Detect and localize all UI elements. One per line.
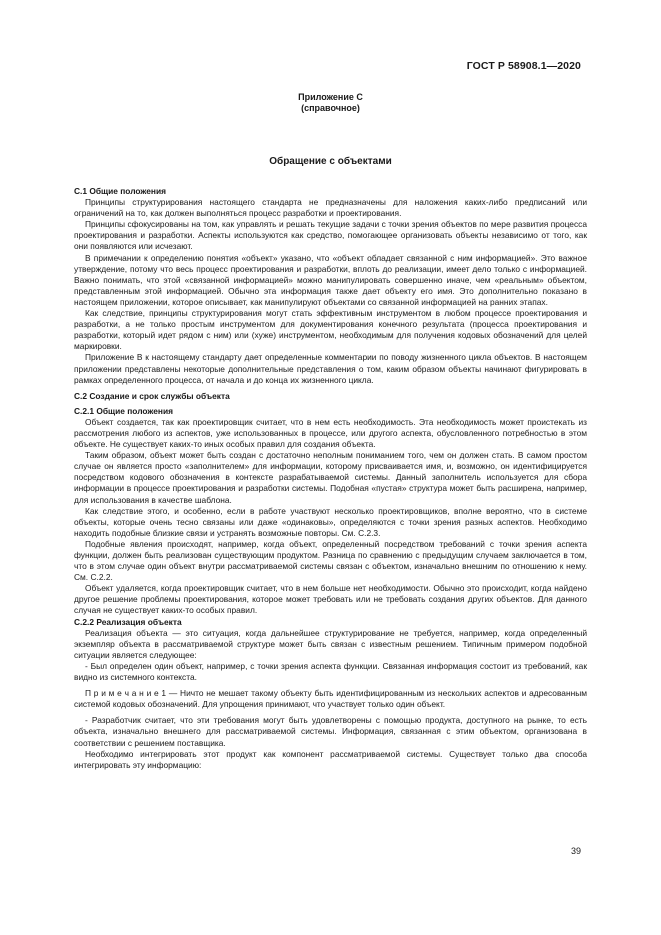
paragraph: Таким образом, объект может быть создан с достаточно неполным пониманием того, чем он должен стать. В самом простом случае он является просто «заполнителем» для информации, которому присваивается имя, и, возможно, он идентифицируется посредством кодового обозначения в контексте разрабатываемой системы. Данный заполнитель используется для сбора информации в процессе проектирования и разработки системы. Подобная «пустая» структура может быть расширена, например, для использования в качестве шаблона. <box>74 450 587 505</box>
paragraph: Реализация объекта — это ситуация, когда дальнейшее структурирование не требуется, например, когда определенный экземпляр объекта в рассматриваемой структуре может быть связан с известным решением. Типичным примером подобной ситуации является следующее: <box>74 627 587 660</box>
appendix-subtitle: (справочное) <box>301 103 360 113</box>
heading-c22: С.2.2 Реализация объекта <box>74 616 182 627</box>
heading-c21: С.2.1 Общие положения <box>74 405 173 416</box>
section-title: Обращение с объектами <box>269 156 392 167</box>
heading-c2: С.2 Создание и срок службы объекта <box>74 390 230 401</box>
page-number: 39 <box>570 846 581 856</box>
note-label: П р и м е ч а н и е 1 <box>85 688 167 699</box>
paragraph: Как следствие этого, и особенно, если в работе участвуют несколько проектировщиков, вполне вероятно, что в системе объекты, которые очень тесно связаны или даже «одинаковы», определяются с точки зрения разных аспектов. Необходимо находить подобные близкие связи и устранять возможные повторы. См. С.2.3. <box>74 505 587 538</box>
paragraph: Приложение В к настоящему стандарту дает определенные комментарии по поводу жизненного цикла объектов. В настоящем приложении представлены некоторые дополнительные представления о том, каким образом объекты начинают фигурировать в рамках определенного процесса, от начала и до конца их жизненного цикла. <box>74 352 587 385</box>
paragraph: Как следствие, принципы структурирования могут стать эффективным инструментом в любом процессе проектирования и разработки, а не только простым инструментом для документирования конечного результата (процесса проектирования и разработки, который идет рядом с ним) или (хуже) инструментом, необходимым для получения кодовых обозначений для целей маркировки. <box>74 308 587 352</box>
appendix-title: Приложение С <box>298 92 363 102</box>
paragraph: Объект создается, так как проектировщик считает, что в нем есть необходимость. Эта необходимость может проистекать из рассмотрения любого из аспектов, уже использованных в процессе, или другого аспекта, обусловленного потребностью в этом объекте. Не существует каких-то иных особых правил для создания объекта. <box>74 416 587 450</box>
paragraph: Подобные явления происходят, например, когда объект, определенный посредством требований с точки зрения аспекта функции, должен быть реализован существующим продуктом. Разница по сравнению с предыдущим случаем заключается в том, что в этом случае один объект внутри рассматриваемой системы связан с объектом, изначально внешним по отношению к нему. См. С.2.2. <box>74 538 587 583</box>
note-text: — Ничто не мешает такому объекту быть идентифицированным из нескольких аспектов и адресованным системой кодовых обозначений. Для упрощения принимают, что участвует только один объект. <box>74 688 587 710</box>
paragraph: Принципы структурирования настоящего стандарта не предназначены для наложения каких-либо предписаний или ограничений на то, как должен выполняться процесс разработки и проектирования. <box>74 197 587 219</box>
list-item: - Был определен один объект, например, с точки зрения аспекта функции. Связанная информация состоит из требований, как видно из системного контекста. <box>74 660 587 683</box>
document-body <box>74 186 587 771</box>
heading-c1: С.1 Общие положения <box>74 186 167 196</box>
paragraph: Принципы сфокусированы на том, как управлять и решать текущие задачи с точки зрения объектов по мере развития процесса проектирования и разработки. Аспекты используются как средство, помогающее организовать объекты независимо от того, как они появляются или исчезают. <box>74 219 587 252</box>
paragraph: В примечании к определению понятия «объект» указано, что «объект обладает связанной с ним информацией». Это важное утверждение, потому что весь процесс проектирования и разработки, вплоть до реализации, имеет дело только с информацией. Важно понимать, что этой «связанной информацией» можно манипулировать совершенно иначе, чем «реальным» объектом, представленным этой информацией. Обычно эта информация также дает объекту его имя. Это дополнительно показано в настоящем приложении, которое описывает, как манипулируют объектами со связанной информацией на ранних этапах. <box>74 252 587 307</box>
list-item: - Разработчик считает, что эти требования могут быть удовлетворены с помощью продукта, доступного на рынке, то есть объекта, изначально внешнего для рассматриваемой системы. Информация, связанная с этим объектом, организована в соответствии с решением поставщика. <box>74 715 587 748</box>
note <box>74 688 587 710</box>
standard-number: ГОСТ Р 58908.1—2020 <box>466 60 581 72</box>
paragraph: Необходимо интегрировать этот продукт как компонент рассматриваемой системы. Существует только два способа интегрировать эту информацию: <box>74 748 587 770</box>
paragraph: Объект удаляется, когда проектировщик считает, что в нем больше нет необходимости. Обычно это происходит, когда найдено другое решение проблемы проектирования, которое может требовать или не требовать создания других объектов. Для данного случая не существует каких-то особых правил. <box>74 583 587 616</box>
